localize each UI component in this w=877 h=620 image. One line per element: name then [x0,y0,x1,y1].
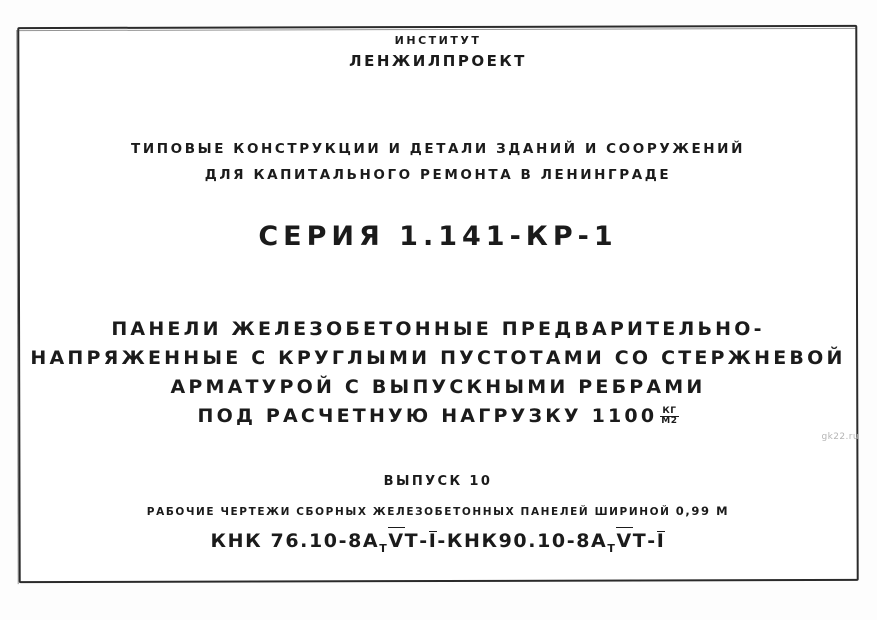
title-line-4-wrapper [18,405,858,427]
institute-block [18,34,858,70]
marks-v-2: V [616,530,633,552]
institute-label: ИНСТИТУТ [394,34,482,47]
marks-subscript-2: Т [607,541,617,555]
purpose-line-1: ТИПОВЫЕ КОНСТРУКЦИИ И ДЕТАЛИ ЗДАНИЙ И СООРУЖЕНИЙ [131,141,745,157]
marks-mid-2: Т- [632,530,657,552]
document-title-block [18,311,858,427]
watermark: gk22.ru [821,432,859,442]
purpose-block [18,141,858,183]
issue-description-prefix: РАБОЧИЕ ЧЕРТЕЖИ СБОРНЫХ ЖЕЛЕЗОБЕТОННЫХ ПАНЕЛЕЙ ШИРИНОЙ [146,506,676,518]
title-line-4-text: ПОД РАСЧЕТНУЮ НАГРУЗКУ 1100 [197,405,658,427]
title-line-2: НАПРЯЖЕННЫЕ С КРУГЛЫМИ ПУСТОТАМИ СО СТЕРЖНЕВОЙ [30,347,846,369]
marks-roman-1: I [428,530,438,552]
marks-v-1: V [388,530,405,552]
marks-mid-1: Т- [404,530,429,552]
issue-description [18,504,858,518]
series-number: СЕРИЯ 1.141-КР-1 [258,221,618,252]
marks-roman-2: I [656,530,666,552]
load-units-numerator: КГ [660,407,678,417]
issue-block [18,474,858,555]
title-sheet-content [18,26,858,582]
series-block [18,221,858,252]
title-line-3: АРМАТУРОЙ С ВЫПУСКНЫМИ РЕБРАМИ [170,376,706,398]
issue-label: ВЫПУСК 10 [383,474,493,489]
issue-description-value: 0,99 М [675,504,730,518]
purpose-line-2: ДЛЯ КАПИТАЛЬНОГО РЕМОНТА В ЛЕНИНГРАДЕ [204,167,672,183]
marks-separator: -КНК90.10-8А [437,530,608,552]
marks-subscript-1: Т [379,541,389,555]
load-units [660,407,678,427]
institute-name: ЛЕНЖИЛПРОЕКТ [349,52,527,70]
load-units-denominator: М2 [661,416,678,426]
panel-marks-line [18,530,858,555]
title-line-1: ПАНЕЛИ ЖЕЛЕЗОБЕТОННЫЕ ПРЕДВАРИТЕЛЬНО- [111,318,765,340]
marks-part-1: КНК 76.10-8А [210,530,380,552]
